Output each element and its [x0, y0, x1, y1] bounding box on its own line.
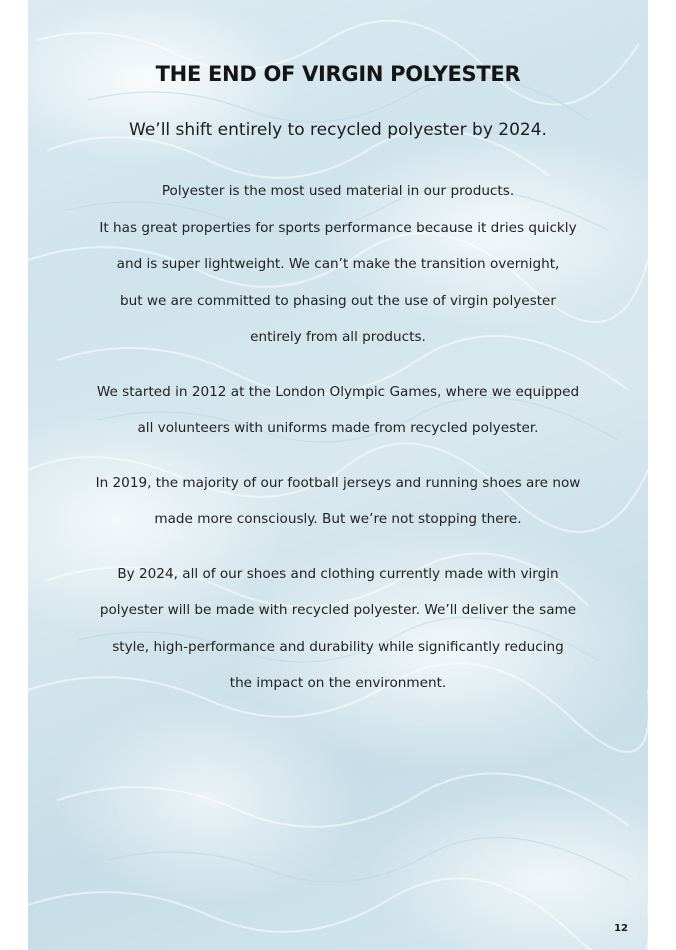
- text-line: and is super lightweight. We can’t make the transition overnight,: [116, 256, 560, 272]
- water-background: [28, 0, 648, 950]
- text-line: entirely from all products.: [250, 329, 426, 345]
- page-title: THE END OF VIRGIN POLYESTER: [155, 62, 521, 86]
- text-line: In 2019, the majority of our football jerseys and running shoes are now: [95, 474, 581, 491]
- text-line: polyester will be made with recycled polyester. We’ll deliver the same: [99, 602, 577, 618]
- text-line: but we are committed to phasing out the use of virgin polyester: [119, 292, 557, 309]
- page-number: 12: [614, 923, 628, 934]
- text-line: all volunteers with uniforms made from recycled polyester.: [137, 420, 539, 436]
- text-line: made more consciously. But we’re not stopping there.: [154, 511, 522, 527]
- text-line: By 2024, all of our shoes and clothing currently made with virgin: [117, 565, 559, 582]
- text-line: We started in 2012 at the London Olympic Games, where we equipped: [96, 383, 580, 400]
- paragraph: [40, 374, 636, 447]
- paragraph: [40, 173, 636, 356]
- paragraph: [40, 465, 636, 538]
- body-text: [40, 173, 636, 720]
- text-line: It has great properties for sports performance because it dries quickly: [99, 219, 577, 236]
- text-line: style, high-performance and durability while significantly reducing: [112, 638, 564, 655]
- text-line: the impact on the environment.: [229, 675, 447, 691]
- paragraph: [40, 556, 636, 702]
- text-line: Polyester is the most used material in our products.: [161, 183, 515, 199]
- page-subtitle: We’ll shift entirely to recycled polyester by 2024.: [129, 120, 547, 140]
